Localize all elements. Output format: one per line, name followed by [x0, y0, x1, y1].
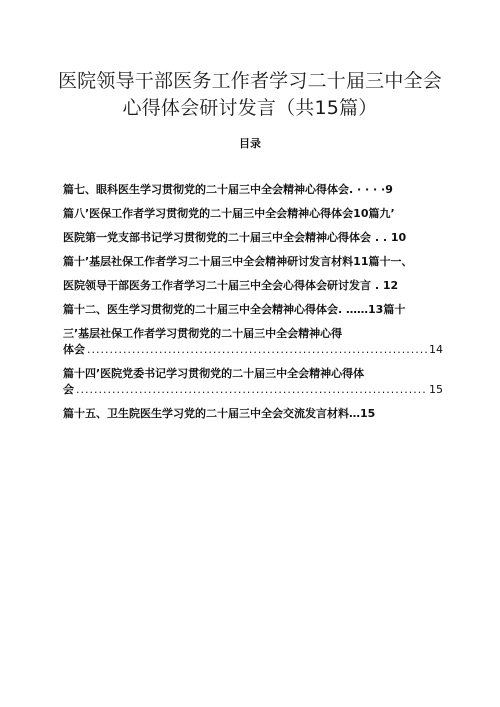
toc-page-number: 14: [429, 343, 443, 356]
toc-line: 篇十五、卫生院医生学习党的二十届三中全会交流发言材料…15: [63, 407, 376, 420]
toc-dot-leader: [76, 383, 427, 397]
toc-page-number: 15: [429, 383, 443, 396]
toc-line: 篇七、眼科医生学习贯彻党的二十届三中全会精神心得体会. · · · ·9: [63, 183, 393, 196]
toc-dot-leader: [87, 343, 427, 357]
table-of-contents: [63, 183, 443, 421]
toc-line: 三’基层社保工作者学习贯彻党的二十届三中全会精神心得: [63, 327, 343, 340]
toc-dotted-entry: [63, 383, 443, 397]
toc-entry-tail: 体会: [63, 343, 85, 356]
toc-dotted-entry: [63, 343, 443, 357]
toc-line: 篇八’医保工作者学习贯彻党的二十届三中全会精神心得体会10篇九’: [63, 207, 395, 220]
toc-entry-tail: 会: [63, 383, 74, 396]
document-title-line-2: 心得体会研讨发言（共15篇）: [122, 97, 378, 119]
toc-line: 篇十’基层社保工作者学习二十届三中全会精神研讨发言材料11篇十一、: [63, 255, 413, 268]
toc-line: 篇十四’医院党委书记学习贯彻党的二十届三中全会精神心得体: [63, 367, 365, 380]
toc-line: 医院领导干部医务工作者学习二十届三中全会心得体会研讨发言 . 12: [63, 279, 399, 292]
toc-line: 医院第一党支部书记学习贯彻党的二十届三中全会精神心得体会 . . 10: [63, 231, 407, 244]
toc-line: 篇十二、医生学习贯彻党的二十届三中全会精神心得体会. ……13篇十: [63, 303, 406, 316]
toc-heading: 目录: [239, 137, 261, 150]
document-title-line-1: 医院领导干部医务工作者学习二十届三中全会: [57, 70, 442, 92]
